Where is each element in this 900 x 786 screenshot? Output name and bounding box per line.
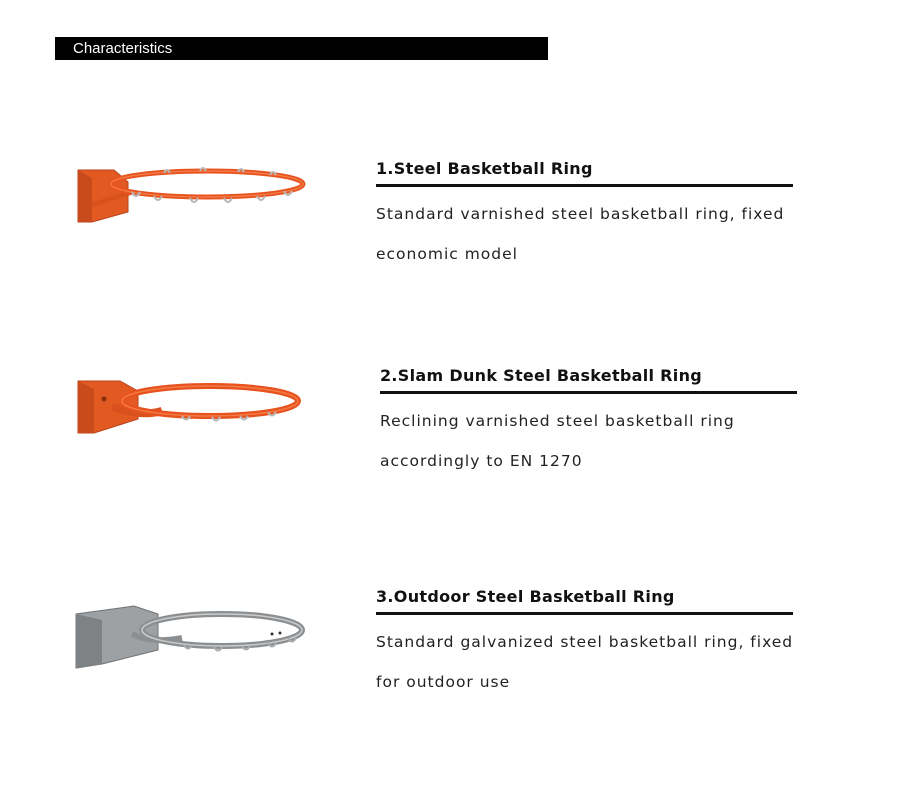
product-image-galvanized-ring <box>72 600 312 672</box>
product-title-3: 3.Outdoor Steel Basketball Ring <box>376 587 675 606</box>
title-divider-2 <box>380 391 797 394</box>
description-line: economic model <box>376 245 518 263</box>
product-description-2 <box>380 401 735 481</box>
galvanized-ring-icon <box>72 600 312 672</box>
title-divider-1 <box>376 184 793 187</box>
section-header <box>55 37 548 60</box>
product-image-slam-dunk-ring <box>72 375 312 440</box>
product-image-steel-ring <box>72 160 312 230</box>
description-line: Reclining varnished steel basketball ring <box>380 412 735 430</box>
slam-dunk-ring-icon <box>72 375 312 440</box>
product-description-3 <box>376 622 793 702</box>
description-line: Standard varnished steel basketball ring, fixed <box>376 205 785 223</box>
product-title-1: 1.Steel Basketball Ring <box>376 159 593 178</box>
title-divider-3 <box>376 612 793 615</box>
steel-basketball-ring-icon <box>72 160 312 230</box>
description-line: Standard galvanized steel basketball ring, fixed <box>376 633 794 651</box>
product-title-2: 2.Slam Dunk Steel Basketball Ring <box>380 366 703 385</box>
section-title: Characteristics <box>73 40 173 57</box>
description-line: for outdoor use <box>376 673 511 691</box>
description-line: accordingly to EN 1270 <box>380 452 583 470</box>
product-description-1 <box>376 194 784 274</box>
